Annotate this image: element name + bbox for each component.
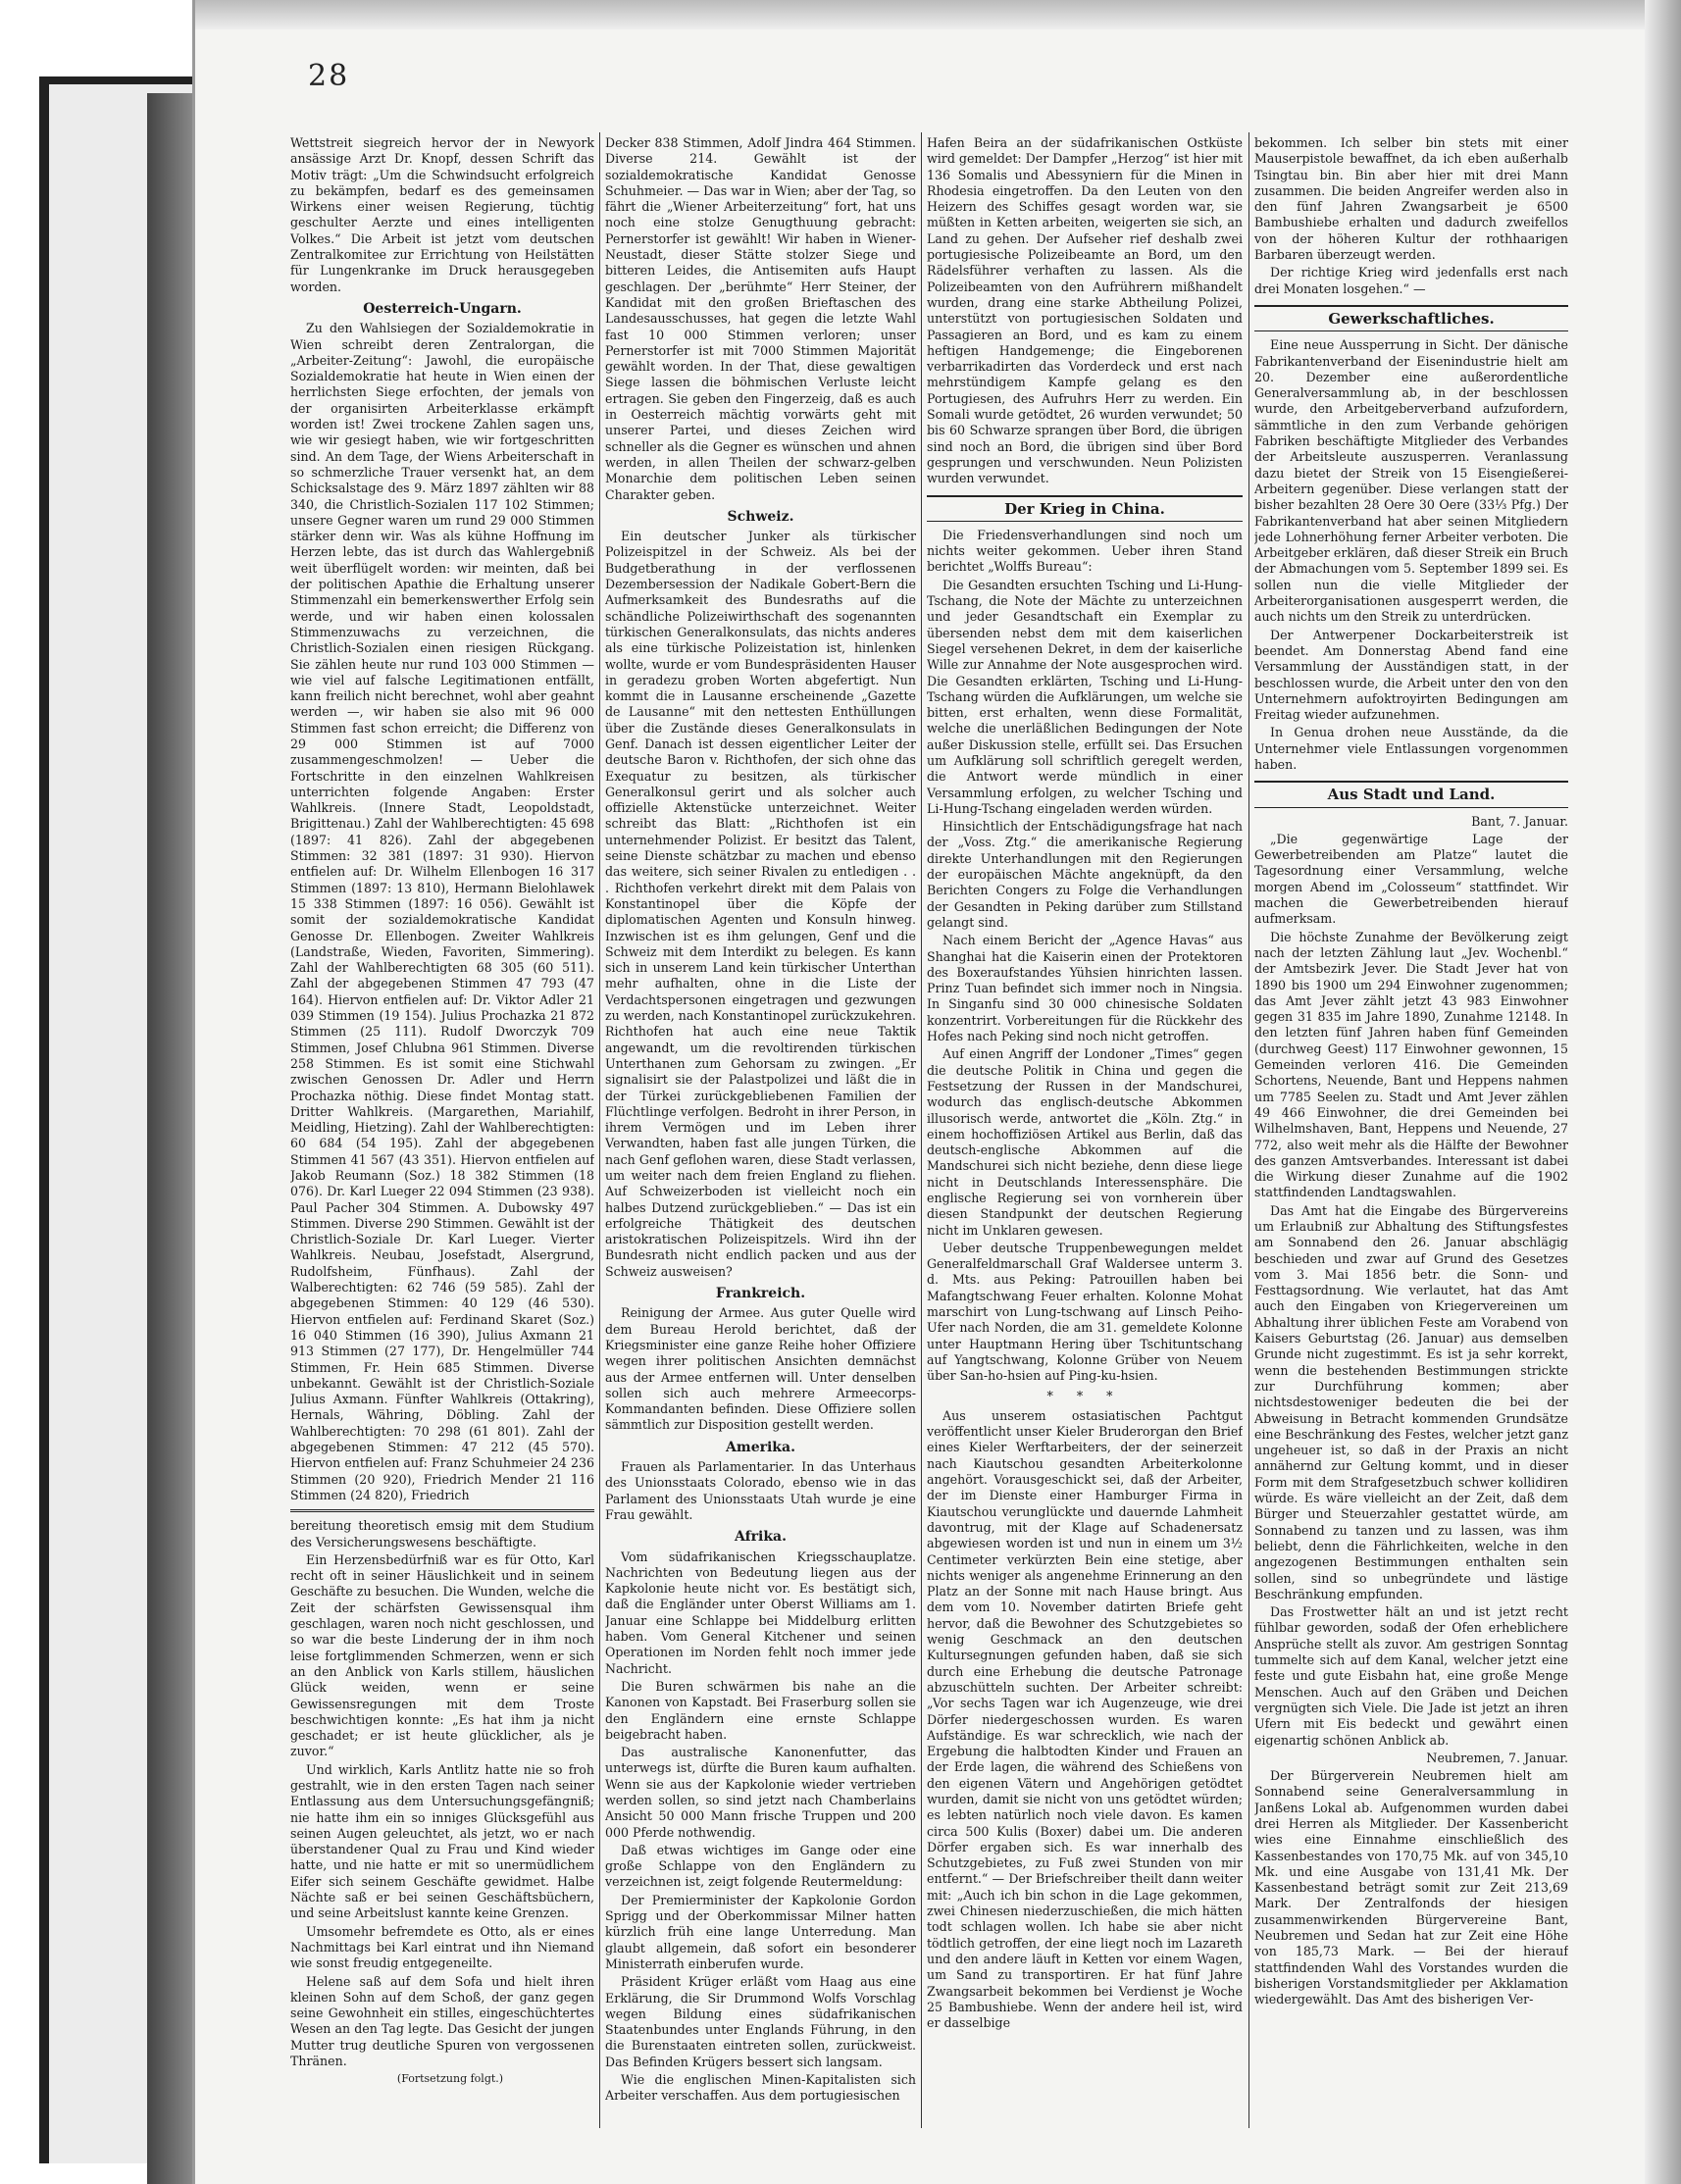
feuilleton-paragraph: Und wirklich, Karls Antlitz hatte nie so froh gestrahlt, wie in den ersten Tagen nach seiner Entlassung aus dem Untersuchungsgefängniß; nie hatte ihm ein so inniges Glücksgefühl aus seinen Augen geleuchtet, als jetzt, wo er nach überstandener Qual zu Frau und Kind wieder hatte, und nie hatte er mit so unermüdlichem Eifer sich seinem Geschäfte gewidmet. Halbe Nächte saß er bei seinen Geschäftsbüchern, und seine Arbeitslust kannte keine Grenzen. [290,1761,594,1921]
article-paragraph: Aus unserem ostasiatischen Pachtgut veröffentlicht unser Kieler Bruderorgan den Brief eines Kieler Werftarbeiters, der der seinerzeit nach Kiautschou gesandten Arbeiterkolonne angehört. Vorausgeschickt sei, daß der Arbeiter, der im Dienste einer Hamburger Firma in Kiautschou verunglückte und dauernde Lahmheit davontrug, mit der Klage auf Schadenersatz abgewiesen worden ist und nun in einem um 3½ Centimeter verkürzten Bein eine stetige, aber nichts weniger als angenehme Erinnerung an den Platz an der Sonne mit nach Hause bringt. Aus dem vom 10. November datirten Briefe geht hervor, daß die Bewohner des Schutzgebietes so wenig Geschmack an den deutschen Kultursegnungen gefunden haben, daß sie sich durch eine Erhebung die deutsche Patronage abzuschütteln suchten. Der Arbeiter schreibt: „Vor sechs Tagen war ich Augenzeuge, wie drei Dörfer niedergeschossen wurden. Es waren Aufständige. Es war schrecklich, wie nach der Ergebung die halbtodten Kinder und Frauen an der Erde lagen, die während des Schießens von den eigenen Vätern und Angehörigen getödtet wurden, damit sie nicht von uns getödtet würden; es lebten natürlich noch viele davon. Es kamen circa 500 Kulis (Boxer) dabei um. Die anderen Dörfer ergaben sich. Es war innerhalb des Schutzgebietes, zu Fuß zwei Stunden von mir entfernt.“ — Der Briefschreiber theilt dann weiter mit: „Auch ich bin schon in die Lage gekommen, zwei Chinesen niederzuschießen, die mich hätten todt schlagen wollen. Ich habe sie aber nicht tödtlich getroffen, der eine liegt noch im Lazareth und den andere läuft in Ketten vor einem Wagen, um Sand zu transportiren. Er hat fünf Jahre Zwangsarbeit bekommen bei Verdienst je Woche 25 Bambushiebe. Wenn der andere heil ist, wird er dasselbige [927,1407,1243,2031]
book-binding [0,0,192,2184]
article-paragraph: bekommen. Ich selber bin stets mit einer Mauserpistole bewaffnet, da ich eben außerhalb Tsingtau bin. Bin aber hier mit drei Mann zusammen. Die beiden Angreifer werden also in den fünf Jahren Zwangsarbeit je 6500 Bambushiebe erhalten und dadurch zweifellos von der höheren Kultur der rothhaarigen Barbaren überzeugt werden. [1254,135,1568,263]
article-paragraph: Frauen als Parlamentarier. In das Unterhaus des Unionsstaats Colorado, ebenso wie in das Parlament des Unionsstaats Utah wurde je eine Frau gewählt. [605,1459,916,1522]
article-paragraph: Ueber deutsche Truppenbewegungen meldet Generalfeldmarschall Graf Waldersee unterm 3. d. Mts. aus Peking: Patrouillen haben bei Mafangtschwang Feuer erhalten. Kolonne Mohat marschirt von Lung-tschwang auf Linsch Peiho-Ufer nach Norden, die am 31. gemeldete Kolonne unter Hauptmann Hering über Tschituntschang auf Yangtschwang, Kolonne Grüber von Neuem über San-ho-hsien auf Ping-ku-hsien. [927,1240,1243,1384]
dateline: Neubremen, 7. Januar. [1426,1750,1568,1765]
feuilleton-paragraph: bereitung theoretisch emsig mit dem Studium des Versicherungswesens beschäftigte. [290,1518,594,1549]
article-paragraph: In Genua drohen neue Ausstände, da die Unternehmer viele Entlassungen vorgenommen haben. [1254,725,1568,772]
article-paragraph: Der richtige Krieg wird jedenfalls erst nach drei Monaten losgehen.“ — [1254,265,1568,296]
article-paragraph: Zu den Wahlsiegen der Sozialdemokratie in Wien schreibt deren Zentralorgan, die „Arbeiter-Zeitung“: Jawohl, die europäische Sozialdemokratie hat heute in Wien einen der herrlichsten Siege erfochten, der jemals von der organisirten Arbeiterklasse erkämpft worden ist! Zwei trockene Zahlen sagen uns, wie wir gesiegt haben, wie wir fortgeschritten sind. An dem Tage, der Wiens Arbeiterschaft in so schmerzliche Trauer versenkt hat, an dem Schicksalstage des 9. März 1897 zählten wir 88 340, die Christlich-Sozialen 117 102 Stimmen; unsere Gegner waren um rund 29 000 Stimmen stärker denn wir. Was als kühne Hoffnung im Herzen lebte, das ist durch das Wahlergebniß weit überflügelt worden: wir meinten, daß bei der politischen Apathie die Erhaltung unserer Stimmenzahl ein bemerkenswerther Erfolg sein werde, und wir haben einen kolossalen Stimmenzuwachs zu verzeichnen, die Christlich-Sozialen einen riesigen Rückgang. Sie zählen heute nur rund 103 000 Stimmen — wie viel auf falsche Legitimationen entfällt, kann freilich nicht berechnet, wohl aber geahnt werden —, wir haben sie also mit 96 000 Stimmen fast schon erreicht; die Differenz von 29 000 Stimmen ist auf 7000 zusammengeschmolzen! — Ueber die Fortschritte in den einzelnen Wahlkreisen unterrichten folgende Angaben: Erster Wahlkreis. (Innere Stadt, Leopoldstadt, Brigittenau.) Zahl der Wahlberechtigten: 45 698 (1897: 41 826). Zahl der abgegebenen Stimmen: 32 381 (1897: 31 930). Hiervon entfielen auf: Dr. Wilhelm Ellenbogen 16 317 Stimmen (1897: 13 810), Hermann Bielohlawek 15 338 Stimmen (1897: 16 056). Gewählt ist somit der sozialdemokratische Kandidat Genosse Dr. Ellenbogen. Zweiter Wahlkreis (Landstraße, Wieden, Favoriten, Simmering). Zahl der Wahlberechtigten 68 305 (60 511). Zahl der abgegebenen Stimmen 47 793 (47 164). Hiervon entfielen auf: Dr. Viktor Adler 21 039 Stimmen (19 154). Julius Prochazka 21 872 Stimmen (25 111). Rudolf Dworczyk 709 Stimmen, Josef Chlubna 961 Stimmen. Diverse 258 Stimmen. Es ist somit eine Stichwahl zwischen Genossen Dr. Adler und Herrn Prochazka nöthig. Diese findet Montag statt. Dritter Wahlkreis. (Margarethen, Mariahilf, Meidling, Hietzing). Zahl der Wahlberechtigten: 60 684 (54 195). Zahl der abgegebenen Stimmen 41 567 (43 351). Hiervon entfielen auf Jakob Reumann (Soz.) 18 382 Stimmen (18 076). Dr. Karl Lueger 22 094 Stimmen (23 938). Paul Pacher 304 Stimmen. A. Dubowsky 497 Stimmen. Diverse 290 Stimmen. Gewählt ist der Christlich-Soziale Dr. Karl Lueger. Vierter Wahlkreis. Neubau, Josefstadt, Alsergrund, Rudolfsheim, Fünfhaus). Zahl der Walberechtigten: 62 746 (59 585). Zahl der abgegebenen Stimmen: 40 129 (46 530). Hiervon entfielen auf: Ferdinand Skaret (Soz.) 16 040 Stimmen (16 390), Julius Axmann 21 913 Stimmen (27 177), Dr. Hengelmüller 744 Stimmen, Fr. Hein 685 Stimmen. Diverse unbekannt. Gewählt ist der Christlich-Soziale Julius Axmann. Fünfter Wahlkreis (Ottakring), Hernals, Währing, Döbling. Zahl der Wahlberechtigten: 70 298 (61 801). Zahl der abgegebenen Stimmen: 47 212 (45 570). Hiervon entfielen auf: Franz Schuhmeier 24 236 Stimmen (20 920), Friedrich Mender 21 116 Stimmen (24 820), Friedrich [290,321,594,1502]
section-separator-stars: * * * [1046,1388,1123,1403]
feuilleton-paragraph: Umsomehr befremdete es Otto, als er eines Nachmittags bei Karl eintrat und ihn Niemand wie sonst freudig entgegeneilte. [290,1923,594,1971]
article-paragraph: Der Premierminister der Kapkolonie Gordon Sprigg und der Oberkommissar Milner hatten kürzlich früh eine lange Unterredung. Man glaubt allgemein, daß sofort ein besonderer Ministerrath einberufen wurde. [605,1892,916,1971]
column-divider [599,132,600,2128]
section-heading-switzerland: Schweiz. [727,508,794,525]
article-paragraph: Wettstreit siegreich hervor der in Newyork ansässige Arzt Dr. Knopf, dessen Schrift das Motiv trägt: „Um die Schwindsucht erfolgreich zu bekämpfen, bedarf es des gemeinsamen Wirkens einer weisen Regierung, tüchtig geschulter Aerzte und eines intelligenten Volkes.“ Die Arbeit ist jetzt vom deutschen Zentralkomitee zur Errichtung von Heilstätten für Lungenkranke im Druck herausgegeben worden. [290,135,594,294]
column-divider [1248,132,1249,2128]
column-4 [1254,135,1568,2126]
article-paragraph: Nach einem Bericht der „Agence Havas“ aus Shanghai hat die Kaiserin einen der Protektoren des Boxeraufstandes Yühsien hinrichten lassen. Prinz Tuan befindet sich immer noch in Ningsia. In Singanfu sind 30 000 chinesische Soldaten konzentrirt. Vorbereitungen für die Rückkehr des Hofes nach Peking sind noch nicht getroffen. [927,933,1243,1044]
column-3 [927,135,1243,2126]
article-paragraph: Reinigung der Armee. Aus guter Quelle wird dem Bureau Herold berichtet, daß der Kriegsminister eine ganze Reihe hoher Offiziere wegen ihrer politischen Ansichten demnächst aus der Armee entfernen will. Unter denselben sollen sich auch mehrere Armeecorps-Kommandanten befinden. Diese Offiziere sollen sämmtlich zur Disposition gestellt werden. [605,1305,916,1433]
newspaper-page [192,0,1681,2184]
section-heading-america: Amerika. [726,1439,795,1455]
feuilleton-paragraph: Ein Herzensbedürfniß war es für Otto, Karl recht oft in seiner Häuslichkeit und in seinem Geschäfte zu besuchen. Die Wunden, welche die Zeit der schärfsten Gewissensqual ihm geschlagen, waren noch nicht geschlossen, und so war die beste Linderung der in ihm noch leise fortglimmenden Schmerzen, wenn er sich an den Anblick von Karls stillem, häuslichen Glück weiden, wenn er seine Gewissensregungen mit dem Troste beschwichtigen konnte: „Es hat ihm ja nicht geschadet; er ist heute glücklicher, als je zuvor.“ [290,1551,594,1759]
continuation-note: (Fortsetzung folgt.) [396,2072,504,2086]
section-heading-france: Frankreich. [715,1286,806,1302]
article-paragraph: Der Antwerpener Dockarbeiterstreik ist beendet. Am Donnerstag Abend fand eine Versammlung der Ausständigen statt, in der beschlossen wurde, die Arbeit unter den von den Unternehmern aufoktroyirten Bedingungen am Freitag wieder aufzunehmen. [1254,627,1568,723]
section-heading-local-news: Aus Stadt und Land. [1254,781,1568,807]
feuilleton-divider [290,1509,594,1512]
article-paragraph: Die höchste Zunahme der Bevölkerung zeigt nach der letzten Zählung laut „Jev. Wochenbl.“ der Amtsbezirk Jever. Die Stadt Jever hat von 1890 bis 1900 um 294 Einwohner zugenommen; das Amt Jever zählt jetzt 43 983 Einwohner gegen 31 835 im Jahre 1890, Zunahme 12148. In den letzten fünf Jahren haben fünf Gemeinden (durchweg Geest) 117 Einwohner gewonnen, 15 Gemeinden verloren 416. Die Gemeinden Schortens, Neuende, Bant und Heppens nahmen um 7785 Seelen zu. Stadt und Amt Jever zählen 49 466 Einwohner, die drei Gemeinden bei Wilhelmshaven, Bant, Heppens und Neuende, 27 772, also weit mehr als die Hälfte der Bewohner des ganzen Amtsverbandes. Interessant ist dabei die Wirkung dieser Zunahme auf die 1902 stattfindenden Landtagswahlen. [1254,929,1568,1200]
article-paragraph: Vom südafrikanischen Kriegsschauplatze. Nachrichten von Bedeutung liegen aus der Kapkolonie heute nicht vor. Es bestätigt sich, daß die Engländer unter Oberst Williams am 1. Januar eine Schlappe bei Middelburg erlitten haben. Vom General Kitchener und seinen Operationen im Norden fehlt noch immer jede Nachricht. [605,1549,916,1676]
feuilleton-paragraph: Helene saß auf dem Sofa und hielt ihren kleinen Sohn auf dem Schoß, der ganz gegen seine Gewohnheit ein stilles, eingeschüchtertes Wesen an den Tag legte. Das Gesicht der jungen Mutter trug deutliche Spuren von vergossenen Thränen. [290,1973,594,2069]
article-paragraph: Präsident Krüger erläßt vom Haag aus eine Erklärung, die Sir Drummond Wolfs Vorschlag wegen Bildung eines südafrikanischen Staatenbundes unter Englands Führung, in den die Burenstaaten eintreten sollen, zurückweist. Das Befinden Krügers bessert sich langsam. [605,1974,916,2069]
article-paragraph: „Die gegenwärtige Lage der Gewerbetreibenden am Platze“ lautet die Tagesordnung einer Versammlung, welche morgen Abend im „Colosseum“ stattfindet. Wir machen die Gewerbetreibenden hierauf aufmerksam. [1254,831,1568,927]
section-heading-china-war: Der Krieg in China. [927,495,1243,522]
article-paragraph: Hinsichtlich der Entschädigungsfrage hat nach der „Voss. Ztg.“ die amerikanische Regierung direkte Unterhandlungen mit den Regierungen der europäischen Mächte angeknüpft, da den Berichten Congers zu Folge die Verhandlungen der Gesandten in Peking darüber zum Stillstand gelangt sind. [927,819,1243,930]
column-divider [921,132,922,2128]
article-paragraph: Daß etwas wichtiges im Gange oder eine große Schlappe von den Engländern zu verzeichnen ist, zeigt folgende Reutermeldung: [605,1842,916,1890]
article-paragraph: Das Amt hat die Eingabe des Bürgervereins um Erlaubniß zur Abhaltung des Stiftungsfestes am Sonnabend den 26. Januar abschlägig beschieden und zwar auf Grund des Gesetzes vom 3. Mai 1856 betr. die Sonn- und Festtagsordnung. Wie verlautet, hat das Amt auch den Eingaben von Kriegervereinen um Abhaltung ihrer üblichen Feste am Vorabend von Kaisers Geburtstag (26. Januar) aus demselben Grunde nicht zugestimmt. Es ist ja sehr korrekt, wenn die bestehenden Bestimmungen strickte zur Durchführung kommen; aber nichtsdestoweniger bedeuten die bei der Abweisung in Betracht kommenden Grundsätze eine Beschränkung des Festes, welcher jetzt ganz ungeheuer ist, so daß in der Praxis an nicht annähernd zur Geltung kommt, und in dieser Form mit dem Strafgesetzbuch schwer kollidiren würde. Es wäre vielleicht an der Zeit, daß dem Bürger und Steuerzahler gestattet würde, am Sonnabend zu tanzen und zu lassen, was ihm beliebt, denn die Fährlichkeiten, welche in den angezogenen Bestimmungen enthalten sein sollen, sind so unbegründete und lästige Beschränkung empfunden. [1254,1202,1568,1601]
column-2 [605,135,916,2126]
article-paragraph: Die Friedensverhandlungen sind noch um nichts weiter gekommen. Ueber ihren Stand berichtet „Wolffs Bureau“: [927,527,1243,575]
article-paragraph: Eine neue Aussperrung in Sicht. Der dänische Fabrikantenverband der Eisenindustrie hielt am 20. Dezember eine außerordentliche Generalversammlung ab, in der beschlossen wurde, den Arbeitgeberverband aufzufordern, sämmtliche in den zum Verbande gehörigen Fabriken beschäftigte Mitglieder des Verbandes der Arbeitsleute auszusperren. Veranlassung dazu bietet der Streik von 15 Eisengießerei-Arbeitern gegenüber. Diese verlangen statt der bisher bezahlten 28 Oere 30 Oere (33⅓ Pfg.) Der Fabrikantenverband hat aber seinen Mitgliedern jede Lohnerhöhung ferner Arbeiter verboten. Die Arbeitgeber erklären, daß dieser Streik ein Bruch der Abmachungen vom 5. September 1899 sei. Es sollen nun die vielle Mitglieder der Arbeiterorganisationen ausgesperrt werden, die auch nichts um den Streik zu unterdrücken. [1254,337,1568,625]
page-right-shadow [1645,0,1681,2184]
article-paragraph: Wie die englischen Minen-Kapitalisten sich Arbeiter verschaffen. Aus dem portugiesischen [605,2072,916,2104]
column-1 [290,135,594,2126]
article-paragraph: Auf einen Angriff der Londoner „Times“ gegen die deutsche Politik in China und gegen die Festsetzung der Russen in der Mandschurei, wodurch das englisch-deutsche Abkommen illusorisch werde, antwortet die „Köln. Ztg.“ in einem hochoffiziösen Artikel aus Berlin, daß das deutsch-englische Abkommen auf die Mandschurei sich nicht beziehe, denn diese liege nicht in Deutschlands Interessensphäre. Die englische Regierung sei von vornherein über diesen Standpunkt der deutschen Regierung nicht im Unklaren gewesen. [927,1046,1243,1238]
article-paragraph: Hafen Beira an der südafrikanischen Ostküste wird gemeldet: Der Dampfer „Herzog“ ist hier mit 136 Somalis und Abessyniern für die Minen in Rhodesia eingetroffen. Da den Leuten von den Heizern des Schiffes gesagt worden war, sie müßten in Ketten arbeiten, weigerten sie sich, an Land zu gehen. Der Aufseher rief deshalb zwei portugiesische Polizeibeamte an Bord, um den Rädelsführer verhaften zu lassen. Als die Polizeibeamten von den Aufrührern mißhandelt wurden, drang eine starke Abtheilung Polizei, unterstützt von portugiesischen Soldaten und Passagieren an Bord, und es kam zu einem heftigen Handgemenge; die Eingeborenen verbarrikadirten das Vorderdeck und erst nach mehrstündigem Kampfe gelang es den Portugiesen, des Aufruhrs Herr zu werden. Ein Somali wurde getödtet, 26 wurden verwundet; 50 bis 60 Schwarze sprangen über Bord, die übrigen sind noch an Bord, die übrigen sind über Bord gesprungen und verschwunden. Neun Polizisten wurden verwundet. [927,135,1243,486]
article-paragraph: Decker 838 Stimmen, Adolf Jindra 464 Stimmen. Diverse 214. Gewählt ist der sozialdemokratische Kandidat Genosse Schuhmeier. — Das war in Wien; aber der Tag, so fährt die „Wiener Arbeiterzeitung“ fort, hat uns noch eine stolze Genugthuung gebracht: Pernerstorfer ist gewählt! Wir haben in Wiener-Neustadt, dieser Stätte stolzer Siege und bitteren Leides, die Antisemiten aufs Haupt geschlagen. Der „berühmte“ Herr Steiner, der Kandidat mit den großen Brieftaschen des Landesausschusses, hat gegen die letzte Wahl fast 10 000 Stimmen verloren; unser Pernerstorfer ist mit 7000 Stimmen Majorität gewählt worden. In der That, diese gewaltigen Siege lassen die böhmischen Verluste leicht ertragen. Sie geben den Fingerzeig, daß es auch in Oesterreich mächtig vorwärts geht mit unserer Partei, und dieses Zeichen wird schneller als die Gegner es wünschen und ahnen werden, in allen Theilen der schwarz-gelben Monarchie dem politischen Leben seinen Charakter geben. [605,135,916,502]
article-paragraph: Der Bürgerverein Neubremen hielt am Sonnabend seine Generalversammlung in Janßens Lokal ab. Aufgenommen wurden dabei drei Herren als Mitglieder. Der Kassenbericht wies eine Einnahme einschließlich des Kassenbestandes von 170,75 Mk. auf von 345,10 Mk. und eine Ausgabe von 131,41 Mk. Der Kassenbestand beträgt somit zur Zeit 213,69 Mark. Der Zentralfonds der hiesigen zusammenwirkenden Bürgervereine Bant, Neubremen und Sedan hat zur Zeit eine Höhe von 185,73 Mark. — Bei der hierauf stattfindenden Wahl des Vorstandes wurden die bisherigen Vorstandsmitglieder per Akklamation wiedergewählt. Das Amt des bisherigen Ver- [1254,1768,1568,2007]
article-paragraph: Das australische Kanonenfutter, das unterwegs ist, dürfte die Buren kaum aufhalten. Wenn sie aus der Kapkolonie wieder vertrieben werden sollen, so sind jetzt nach Chamberlains Ansicht 50 000 Mann frische Truppen und 200 000 Pferde nothwendig. [605,1745,916,1840]
article-paragraph: Ein deutscher Junker als türkischer Polizeispitzel in der Schweiz. Als bei der Budgetberathung in der verflossenen Dezembersession der Nadikale Gobert-Bern die Aufmerksamkeit des Bundesraths auf die schändliche Polizeiwirthschaft des sogenannten türkischen Generalkonsulats, das nichts anderes als eine türkische Polizeistation ist, hinlenken wollte, wurde er vom Bundespräsidenten Hauser in geradezu groben Worten abgefertigt. Nun kommt die in Lausanne erscheinende „Gazette de Lausanne“ mit den nettesten Enthüllungen über die Zustände dieses Generalkonsulats in Genf. Danach ist dessen eigentlicher Leiter der deutsche Baron v. Richthofen, der sich ohne das Exequatur zu besitzen, als türkischer Generalkonsul gerirt und als solcher auch offizielle Aktenstücke unterzeichnet. Weiter schreibt das Blatt: „Richthofen ist ein unternehmender Polizist. Er besitzt das Talent, seine Dienste schätzbar zu machen und ebenso das weitere, sich seiner Rivalen zu entledigen . . . Richthofen verkehrt direkt mit dem Palais von Konstantinopel über die Köpfe der diplomatischen Agenten und Konsuln hinweg. Inzwischen ist es ihm gelungen, Genf und die Schweiz mit dem Interdikt zu belegen. Es kann sich in unserem Land kein türkischer Unterthan mehr aufhalten, ohne in die Liste der Verdachtspersonen eingetragen und gezwungen zu werden, nach Konstantinopel zurückzukehren. Richthofen hat auch eine neue Taktik angewandt, um die revoltirenden türkischen Unterthanen zum Gehorsam zu zwingen. „Er signalisirt sie der Palastpolizei und läßt die in der Türkei zurückgebliebenen Familien der Flüchtlinge verfolgen. Bedroht in ihrer Person, in ihrem Vermögen und im Leben ihrer Verwandten, haben fast alle jungen Türken, die nach Genf geflohen waren, diese Stadt verlassen, um weiter nach dem freien England zu fliehen. Auf Schweizerboden ist vielleicht noch ein halbes Dutzend zurückgeblieben.“ — Das ist ein erfolgreiche Thätigkeit des deutschen aristokratischen Polizeispitzels. Wird ihn der Bundesrath nicht endlich packen und aus der Schweiz ausweisen? [605,529,916,1279]
page-number: 28 [308,59,350,93]
section-heading-trade-unions: Gewerkschaftliches. [1254,305,1568,331]
page-top-shadow [195,0,1681,29]
section-heading-africa: Afrika. [735,1529,787,1546]
binding-spine [147,93,192,2184]
article-paragraph: Die Buren schwärmen bis nahe an die Kanonen von Kapstadt. Bei Fraserburg sollen sie den Engländern eine ernste Schlappe beigebracht haben. [605,1678,916,1742]
article-paragraph: Das Frostwetter hält an und ist jetzt recht fühlbar geworden, sodaß der Ofen erheblichere Ansprüche stellt als zuvor. Am gestrigen Sonntag tummelte sich auf dem Kanal, welcher jetzt eine feste und gute Eisbahn hat, eine große Menge Menschen. Auch auf den Gräben und Deichen vergnügten sich Viele. Die Jade ist jetzt an ihren Ufern mit Eis bedeckt und gewährt einen eigenartig schönen Anblick ab. [1254,1604,1568,1748]
dateline: Bant, 7. Januar. [1471,813,1568,829]
article-paragraph: Die Gesandten ersuchten Tsching und Li-Hung-Tschang, die Note der Mächte zu unterzeichnen und jeder Gesandtschaft ein Exemplar zu übersenden nebst dem mit dem kaiserlichen Siegel versehenen Dekret, in dem der kaiserliche Wille zur Annahme der Note ausgesprochen wird. Die Gesandten erklärten, Tsching und Li-Hung-Tschang würden die Aufklärungen, um welche sie bitten, erst erhalten, wenn diese Formalität, welche die unerläßlichen Bedingungen der Note außer Diskussion stelle, erfüllt sei. Das Ersuchen um Aufklärung soll schriftlich geregelt werden, die Antwort werde mündlich in einer Versammlung erfolgen, zu welcher Tsching und Li-Hung-Tschang eingeladen werden würden. [927,577,1243,816]
section-heading-austria: Oesterreich-Ungarn. [363,300,522,317]
